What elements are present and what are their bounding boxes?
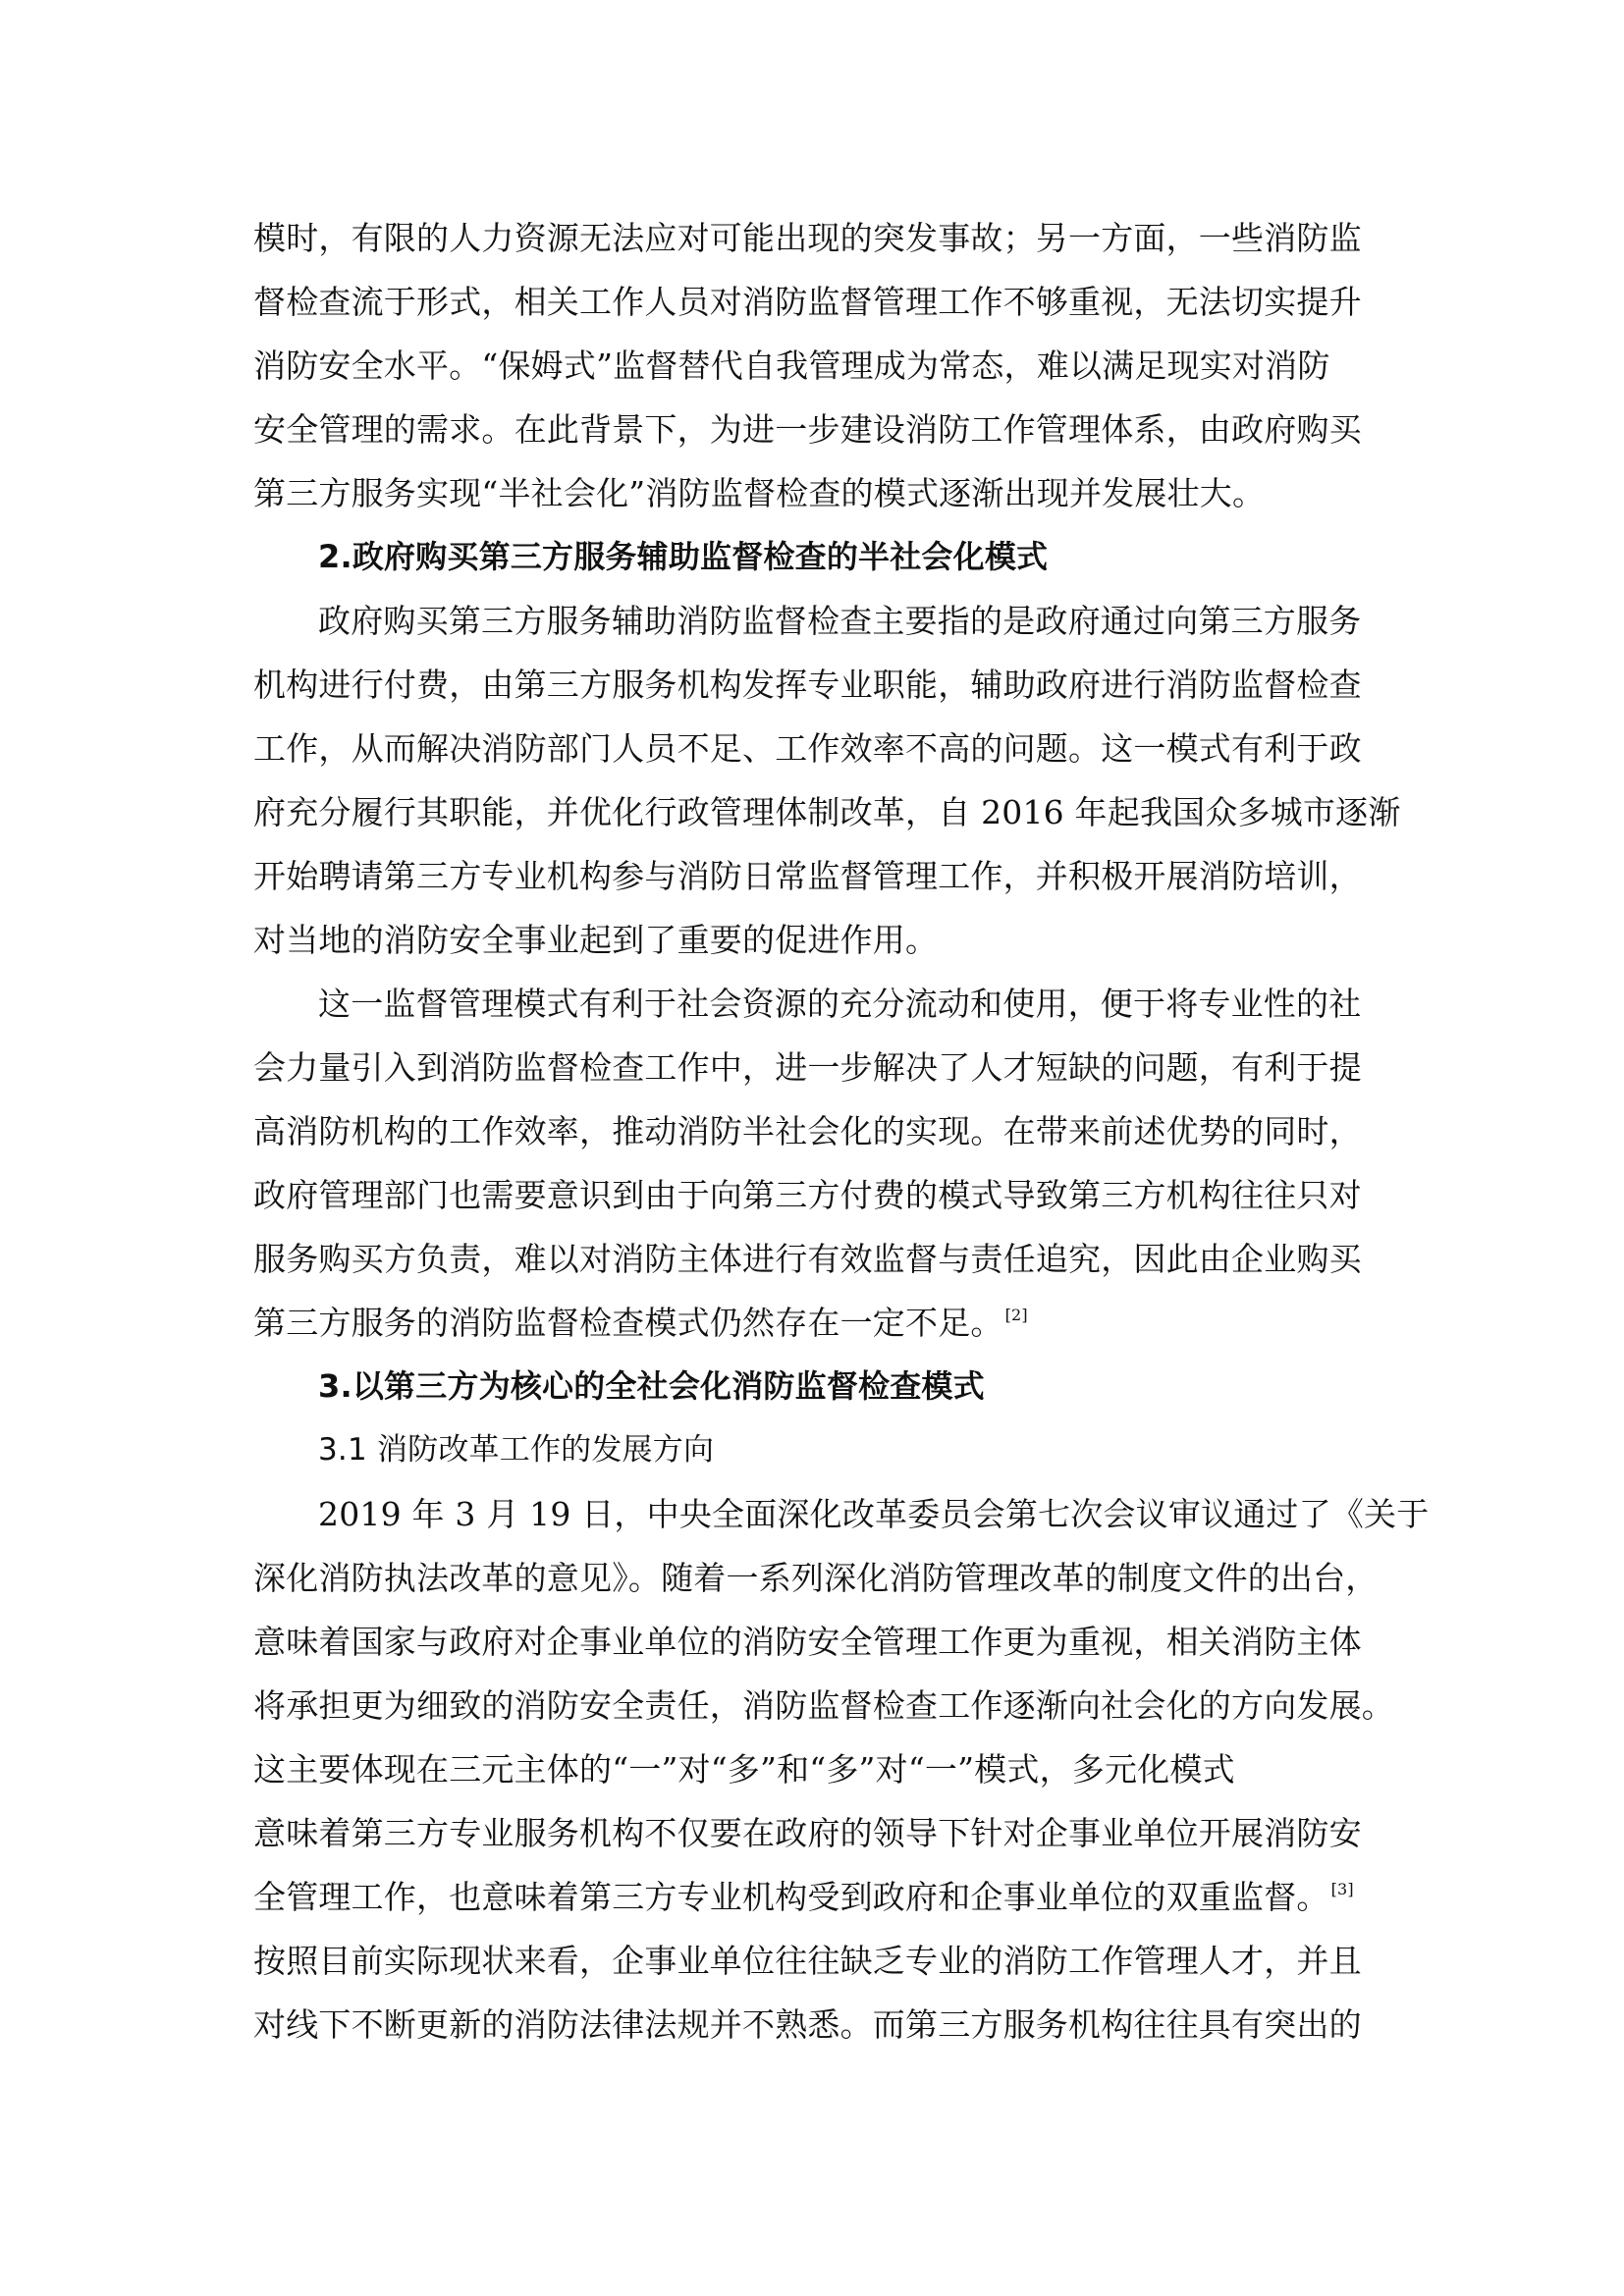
body-text-column bbox=[253, 206, 1430, 2056]
text-line: 这主要体现在三元主体的“一”对“多”和“多”对“一”模式，多元化模式 bbox=[253, 1750, 1235, 1789]
text-line: 2019 年 3 月 19 日，中央全面深化改革委员会第七次会议审议通过了《关于 bbox=[318, 1495, 1430, 1533]
text-line: 深化消防执法改革的意见》。随着一系列深化消防管理改革的制度文件的出台， bbox=[253, 1559, 1379, 1597]
text-line: 会力量引入到消防监督检查工作中，进一步解决了人才短缺的问题，有利于提 bbox=[253, 1048, 1362, 1087]
paragraph-3 bbox=[253, 972, 1382, 1355]
text-line: 对当地的消防安全事业起到了重要的促进作用。 bbox=[253, 921, 939, 959]
text-line-with-citation bbox=[253, 1291, 1382, 1355]
text-line: 这一监督管理模式有利于社会资源的充分流动和使用，便于将专业性的社 bbox=[318, 985, 1362, 1023]
text-line: 开始聘请第三方专业机构参与消防日常监督管理工作，并积极开展消防培训， bbox=[253, 857, 1362, 895]
paragraph-4 bbox=[253, 1482, 1430, 2056]
text-line: 服务购买方负责，难以对消防主体进行有效监督与责任追究，因此由企业购买 bbox=[253, 1240, 1362, 1278]
text-line: 第三方服务的消防监督检查模式仍然存在一定不足。 bbox=[253, 1304, 1003, 1342]
text-line: 按照目前实际现状来看，企事业单位往往缺乏专业的消防工作管理人才，并且 bbox=[253, 1942, 1362, 1980]
text-line: 模时，有限的人力资源无法应对可能出现的突发事故；另一方面，一些消防监 bbox=[253, 219, 1362, 257]
text-line: 意味着国家与政府对企事业单位的消防安全管理工作更为重视，相关消防主体 bbox=[253, 1623, 1362, 1661]
text-line: 消防安全水平。“保姆式”监督替代自我管理成为常态，难以满足现实对消防 bbox=[253, 347, 1330, 385]
section-heading-2: 2.政府购买第三方服务辅助监督检查的半社会化模式 bbox=[318, 538, 1049, 575]
text-line: 督检查流于形式，相关工作人员对消防监督管理工作不够重视，无法切实提升 bbox=[253, 283, 1362, 321]
text-line: 机构进行付费，由第三方服务机构发挥专业职能，辅助政府进行消防监督检查 bbox=[253, 666, 1362, 704]
paragraph-1 bbox=[253, 206, 1382, 525]
text-line: 高消防机构的工作效率，推动消防半社会化的实现。在带来前述优势的同时， bbox=[253, 1112, 1362, 1150]
paragraph-2 bbox=[253, 589, 1401, 972]
citation-ref-3: [3] bbox=[1330, 1880, 1354, 1898]
text-line: 府充分履行其职能，并优化行政管理体制改革，自 2016 年起我国众多城市逐渐 bbox=[253, 793, 1401, 831]
text-line: 全管理工作，也意味着第三方专业机构受到政府和企事业单位的双重监督。 bbox=[253, 1878, 1329, 1916]
text-line: 将承担更为细致的消防安全责任，消防监督检查工作逐渐向社会化的方向发展。 bbox=[253, 1686, 1394, 1725]
text-line: 第三方服务实现“半社会化”消防监督检查的模式逐渐出现并发展壮大。 bbox=[253, 474, 1266, 512]
text-line: 安全管理的需求。在此背景下，为进一步建设消防工作管理体系，由政府购买 bbox=[253, 410, 1362, 449]
text-line: 工作，从而解决消防部门人员不足、工作效率不高的问题。这一模式有利于政 bbox=[253, 729, 1362, 768]
subsection-heading-3-1: 3.1 消防改革工作的发展方向 bbox=[318, 1432, 715, 1468]
section-heading-3: 3.以第三方为核心的全社会化消防监督检查模式 bbox=[318, 1367, 985, 1405]
text-line: 政府购买第三方服务辅助消防监督检查主要指的是政府通过向第三方服务 bbox=[318, 602, 1362, 640]
text-line: 对线下不断更新的消防法律法规并不熟悉。而第三方服务机构往往具有突出的 bbox=[253, 2005, 1362, 2044]
text-line-with-citation bbox=[253, 1865, 1382, 1929]
text-line: 政府管理部门也需要意识到由于向第三方付费的模式导致第三方机构往往只对 bbox=[253, 1176, 1362, 1214]
citation-ref-2: [2] bbox=[1004, 1306, 1028, 1324]
text-line: 意味着第三方专业服务机构不仅要在政府的领导下针对企事业单位开展消防安 bbox=[253, 1814, 1362, 1852]
